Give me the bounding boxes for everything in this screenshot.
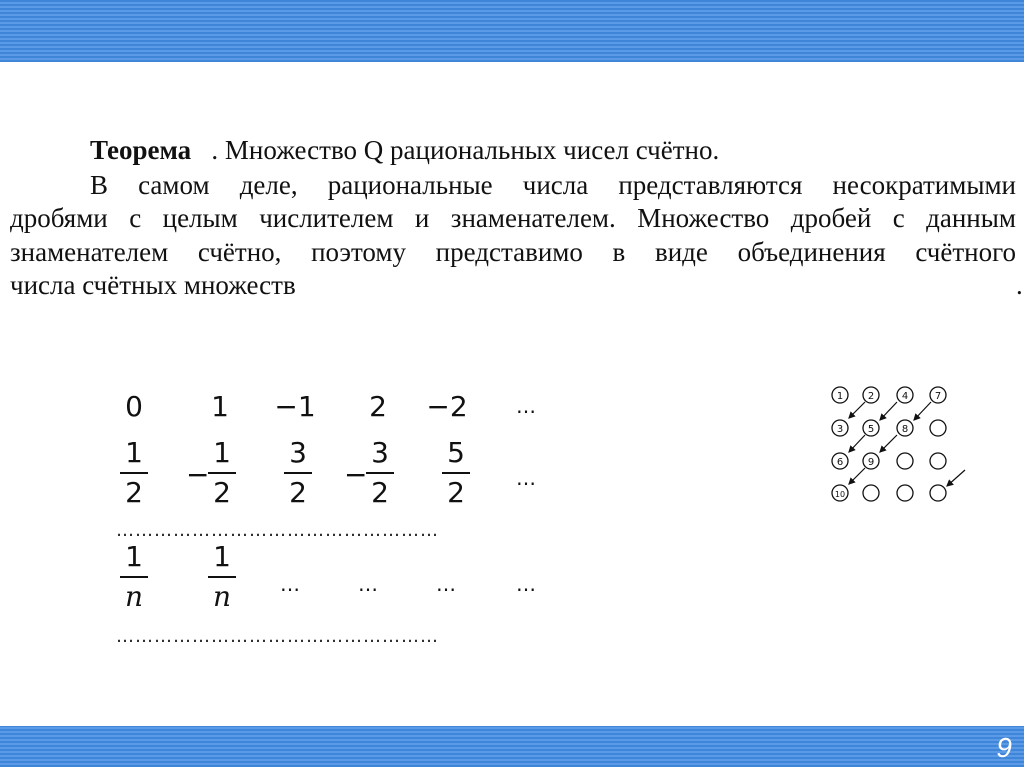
fraction-bar xyxy=(208,472,236,474)
fraction-numerator: 3 xyxy=(371,436,389,469)
minus-sign: − xyxy=(344,458,368,491)
table-cell: 2 xyxy=(369,390,387,423)
dotted-row: …………………………………………… xyxy=(116,626,439,647)
fraction-bar xyxy=(208,576,236,578)
fraction-numerator: 1 xyxy=(125,436,143,469)
fraction xyxy=(202,540,242,614)
fraction-denominator: 2 xyxy=(125,476,143,509)
page-number: 9 xyxy=(996,732,1012,763)
fraction-denominator: n xyxy=(124,580,144,613)
diagram-number: 8 xyxy=(901,424,909,435)
table-ellipsis: … xyxy=(436,572,456,596)
text-line-5: числа счётных множеств xyxy=(10,270,296,300)
rational-table xyxy=(110,380,550,660)
fraction-denominator: 2 xyxy=(447,476,465,509)
fraction xyxy=(360,436,400,510)
table-cell: −1 xyxy=(274,390,316,423)
table-ellipsis: … xyxy=(358,572,378,596)
top-banner xyxy=(0,0,1024,62)
text-line-3: дробями с целым числителем и знаменателем. Множество дробей с данным xyxy=(10,203,1016,233)
diagram-number: 1 xyxy=(836,391,844,402)
fraction-denominator: 2 xyxy=(213,476,231,509)
text-line-5-trail: . xyxy=(1016,270,1023,300)
minus-sign: − xyxy=(186,458,210,491)
fraction-numerator: 1 xyxy=(125,540,143,573)
diagram-number: 4 xyxy=(901,391,909,402)
fraction-bar xyxy=(120,472,148,474)
fraction-bar xyxy=(366,472,394,474)
diagram-arrows xyxy=(849,402,965,486)
table-ellipsis: … xyxy=(516,394,536,418)
fraction-numerator: 5 xyxy=(447,436,465,469)
diagram-number: 3 xyxy=(836,424,844,435)
diagram-number: 6 xyxy=(836,457,844,468)
fraction-numerator: 1 xyxy=(213,436,231,469)
fraction xyxy=(114,436,154,510)
bottom-banner xyxy=(0,726,1024,767)
text-line-4: знаменателем счётно, поэтому представимо в виде объединения счётного xyxy=(10,237,1016,267)
fraction xyxy=(114,540,154,614)
table-ellipsis: … xyxy=(516,572,536,596)
diagram-number: 2 xyxy=(867,391,875,402)
cantor-enumeration-diagram xyxy=(825,380,975,510)
fraction-bar xyxy=(442,472,470,474)
table-cell: 1 xyxy=(211,390,229,423)
fraction-denominator: 2 xyxy=(289,476,307,509)
diagram-number: 10 xyxy=(834,490,846,499)
fraction xyxy=(436,436,476,510)
text-line-2: В самом деле, рациональные числа представляются несократимыми xyxy=(90,170,1016,200)
dotted-row: …………………………………………… xyxy=(116,520,439,541)
diagram-number: 9 xyxy=(867,457,875,468)
fraction-numerator: 3 xyxy=(289,436,307,469)
fraction-bar xyxy=(284,472,312,474)
table-ellipsis: … xyxy=(280,572,300,596)
table-ellipsis: … xyxy=(516,466,536,490)
theorem-line xyxy=(90,135,719,165)
table-cell: 0 xyxy=(125,390,143,423)
fraction-bar xyxy=(120,576,148,578)
table-cell: −2 xyxy=(426,390,468,423)
diagram-number: 5 xyxy=(867,424,875,435)
fraction-denominator: n xyxy=(212,580,232,613)
theorem-statement: . Множество Q рациональных чисел счётно. xyxy=(211,135,720,165)
fraction xyxy=(278,436,318,510)
theorem-label: Теорема xyxy=(90,135,192,165)
diagram-number: 7 xyxy=(934,391,942,402)
fraction xyxy=(202,436,242,510)
fraction-numerator: 1 xyxy=(213,540,231,573)
fraction-denominator: 2 xyxy=(371,476,389,509)
